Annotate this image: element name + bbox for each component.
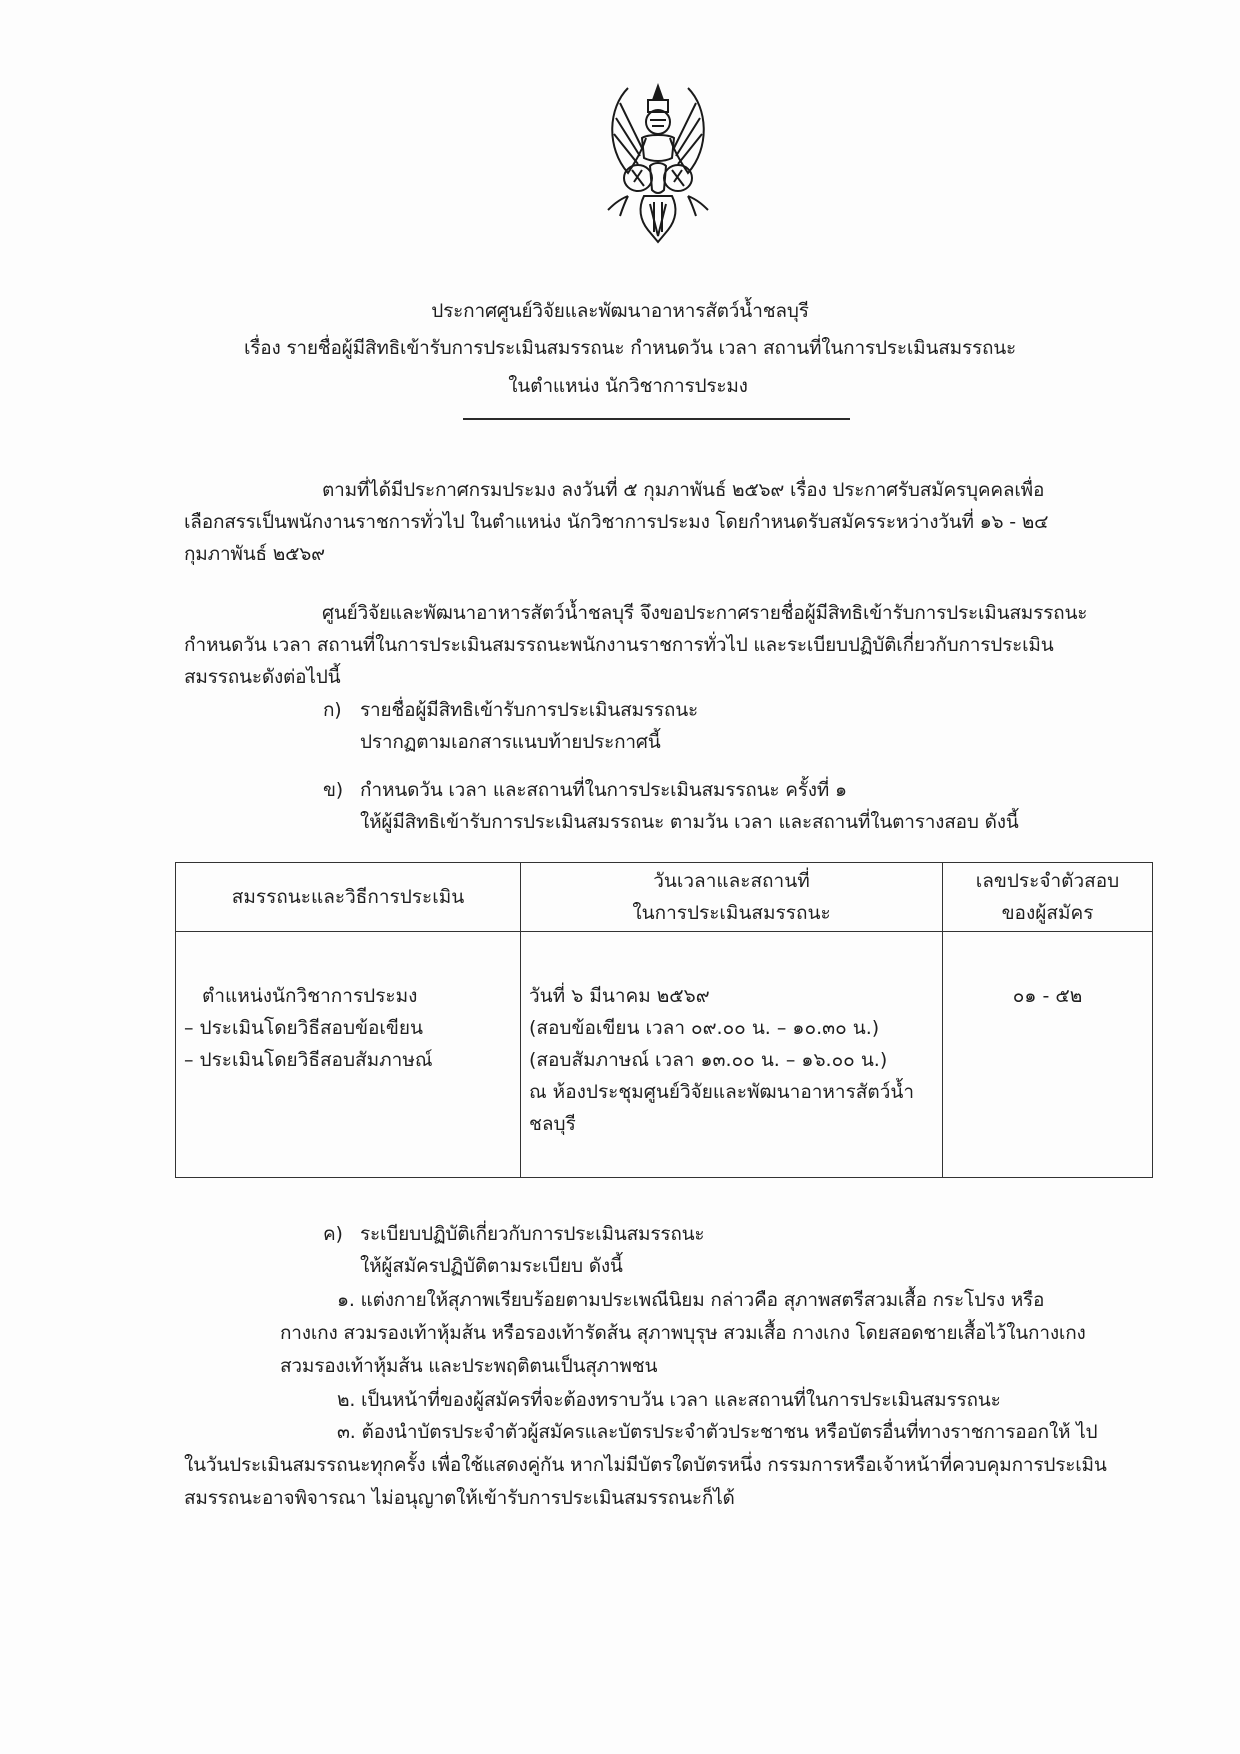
table-row xyxy=(176,932,1153,1178)
rule-3-line-1: ๓. ต้องนำบัตรประจำตัวผู้สมัครและบัตรประจำตัวประชาชน หรือบัตรอื่นที่ทางราชการออกให้ ไป xyxy=(337,1421,1098,1443)
table-header-row xyxy=(176,863,1153,932)
paragraph-1-line-2: เลือกสรรเป็นพนักงานราชการทั่วไป ในตำแหน่ง นักวิชาการประมง โดยกำหนดรับสมัครระหว่างวันที่ ๑๖ - ๒๔ xyxy=(184,511,1049,533)
rule-1-line-1: ๑. แต่งกายให้สุภาพเรียบร้อยตามประเพณีนิยม กล่าวคือ สุภาพสตรีสวมเสื้อ กระโปรง หรือ xyxy=(337,1289,1045,1311)
garuda-emblem-icon xyxy=(598,78,718,246)
cell-exam-ids: ๐๑ - ๕๒ xyxy=(943,932,1153,1178)
item-c-line-2: ให้ผู้สมัครปฏิบัติตามระเบียบ ดังนี้ xyxy=(360,1255,623,1277)
rule-3-line-3: สมรรถนะอาจพิจารณา ไม่อนุญาตให้เข้ารับการประเมินสมรรถนะก็ได้ xyxy=(184,1487,735,1509)
item-b-line-1: กำหนดวัน เวลา และสถานที่ในการประเมินสมรรถนะ ครั้งที่ ๑ xyxy=(360,779,847,801)
paragraph-1-line-1: ตามที่ได้มีประกาศกรมประมง ลงวันที่ ๕ กุมภาพันธ์ ๒๕๖๙ เรื่อง ประกาศรับสมัครบุคคลเพื่อ xyxy=(322,479,1045,501)
paragraph-2-line-2: กำหนดวัน เวลา สถานที่ในการประเมินสมรรถนะพนักงานราชการทั่วไป และระเบียบปฏิบัติเกี่ยวกับการประเมิน xyxy=(184,634,1054,656)
item-a-line-2: ปรากฏตามเอกสารแนบท้ายประกาศนี้ xyxy=(360,731,661,753)
rule-1-line-2: กางเกง สวมรองเท้าหุ้มส้น หรือรองเท้ารัดส้น สุภาพบุรุษ สวมเสื้อ กางเกง โดยสอดชายเสื้อไว้ในกางเกง xyxy=(280,1322,1086,1344)
item-c-marker: ค) xyxy=(323,1223,343,1245)
rule-3-line-2: ในวันประเมินสมรรถนะทุกครั้ง เพื่อใช้แสดงคู่กัน หากไม่มีบัตรใดบัตรหนึ่ง กรรมการหรือเจ้าหน้าที่ควบคุมการประเมิน xyxy=(184,1454,1107,1476)
cell-datetime-place: วันที่ ๖ มีนาคม ๒๕๖๙ (สอบข้อเขียน เวลา ๐๙.๐๐ น. – ๑๐.๓๐ น.) (สอบสัมภาษณ์ เวลา ๑๓.๐๐ น. – ๑๖.๐๐ น.) ณ ห้องประชุมศูนย์วิจัยและพัฒนาอาหารสัตว์น้ำ ชลบุรี xyxy=(521,932,943,1178)
cell-competency: ตำแหน่งนักวิชาการประมง – ประเมินโดยวิธีสอบข้อเขียน – ประเมินโดยวิธีสอบสัมภาษณ์ xyxy=(176,932,521,1178)
announcement-title: ประกาศศูนย์วิจัยและพัฒนาอาหารสัตว์น้ำชลบุรี xyxy=(431,300,809,322)
item-a-marker: ก) xyxy=(323,699,342,721)
item-b-line-2: ให้ผู้มีสิทธิเข้ารับการประเมินสมรรถนะ ตามวัน เวลา และสถานที่ในตารางสอบ ดังนี้ xyxy=(360,811,1019,833)
announcement-subject: เรื่อง รายชื่อผู้มีสิทธิเข้ารับการประเมินสมรรถนะ กำหนดวัน เวลา สถานที่ในการประเมินสมรรถนะ xyxy=(243,337,1017,359)
header-exam-id: เลขประจำตัวสอบ ของผู้สมัคร xyxy=(943,863,1153,932)
exam-schedule-table xyxy=(175,862,1153,1178)
rule-1-line-3: สวมรองเท้าหุ้มส้น และประพฤติตนเป็นสุภาพชน xyxy=(280,1355,658,1377)
announcement-position: ในตำแหน่ง นักวิชาการประมง xyxy=(508,375,748,397)
item-a-line-1: รายชื่อผู้มีสิทธิเข้ารับการประเมินสมรรถนะ xyxy=(360,699,698,721)
paragraph-1-line-3: กุมภาพันธ์ ๒๕๖๙ xyxy=(184,543,325,565)
rule-2-line-1: ๒. เป็นหน้าที่ของผู้สมัครที่จะต้องทราบวัน เวลา และสถานที่ในการประเมินสมรรถนะ xyxy=(337,1389,1001,1411)
header-competency: สมรรถนะและวิธีการประเมิน xyxy=(176,863,521,932)
item-b-marker: ข) xyxy=(323,779,344,801)
title-divider xyxy=(463,418,850,420)
paragraph-2-line-1: ศูนย์วิจัยและพัฒนาอาหารสัตว์น้ำชลบุรี จึงขอประกาศรายชื่อผู้มีสิทธิเข้ารับการประเมินสมรรถนะ xyxy=(322,602,1088,624)
header-datetime-place: วันเวลาและสถานที่ ในการประเมินสมรรถนะ xyxy=(521,863,943,932)
item-c-line-1: ระเบียบปฏิบัติเกี่ยวกับการประเมินสมรรถนะ xyxy=(360,1223,705,1245)
paragraph-2-line-3: สมรรถนะดังต่อไปนี้ xyxy=(184,666,341,688)
